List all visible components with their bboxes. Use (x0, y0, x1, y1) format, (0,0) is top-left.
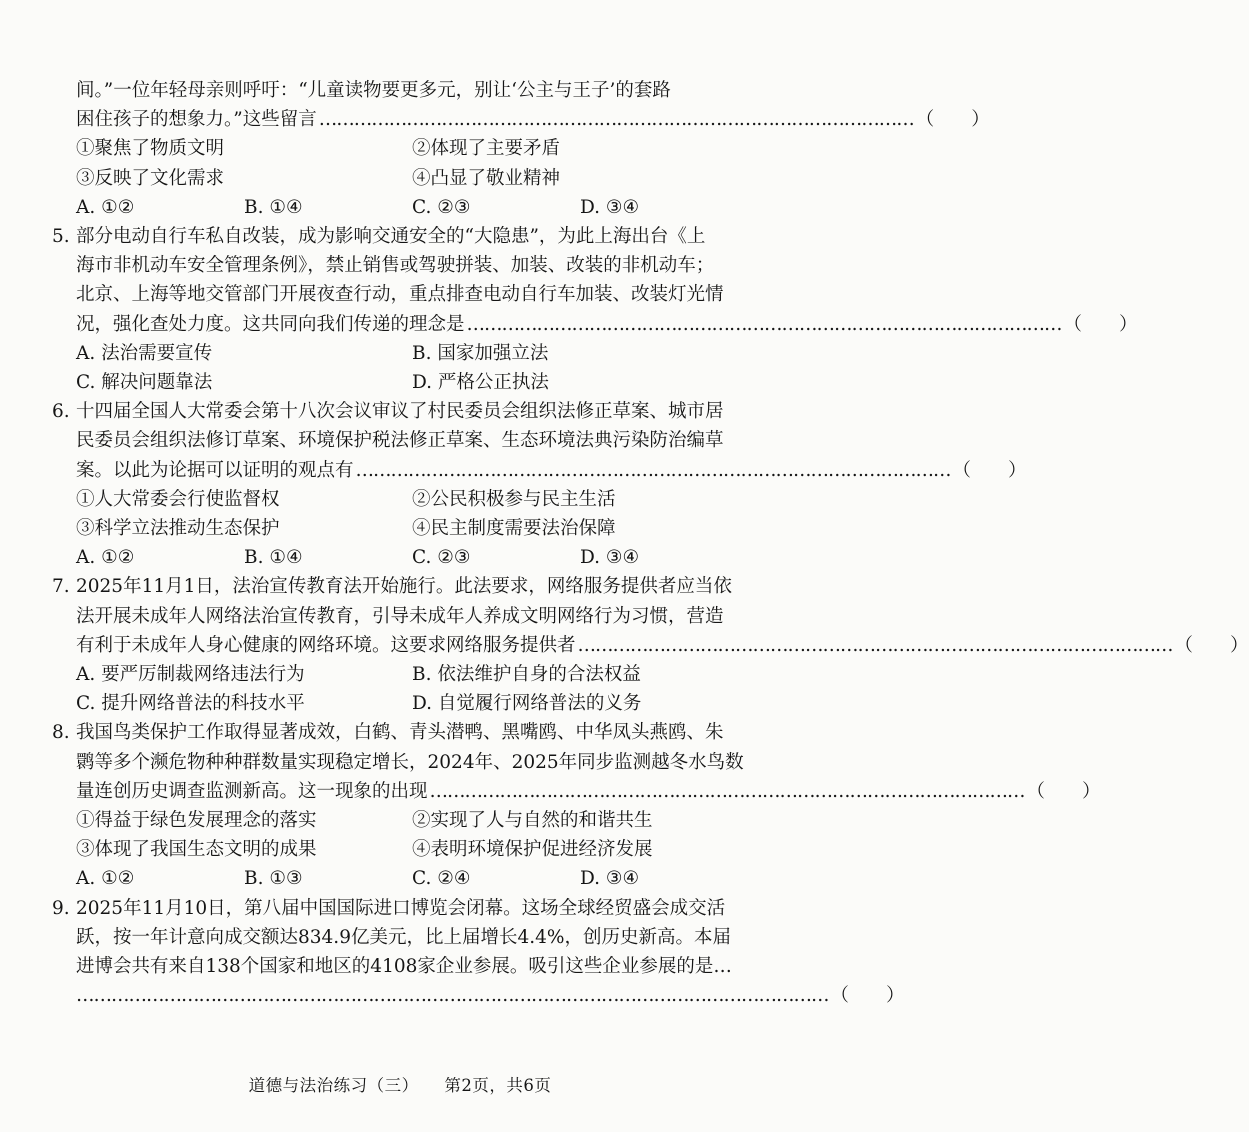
statement-item: ①人大常委会行使监督权 (76, 488, 280, 510)
choice-c[interactable]: C. 解决问题靠法 (76, 372, 213, 394)
answer-parentheses[interactable]: （ ） (830, 985, 905, 1007)
question-text-line: 民委员会组织法修订草案、环境保护税法修正草案、生态环境法典污染防治编草 (76, 430, 724, 452)
choice-d[interactable]: D. ③④ (580, 196, 640, 218)
statement-options (76, 514, 748, 543)
answer-parentheses[interactable]: （ ） (952, 459, 1027, 481)
choice-b[interactable]: B. 国家加强立法 (412, 342, 549, 364)
question-text-line: 海市非机动车安全管理条例》，禁止销售或驾驶拼装、加装、改装的非机动车； (76, 255, 715, 277)
statement-options (76, 164, 748, 193)
question-stem-end (76, 981, 905, 1010)
answer-choices (76, 193, 748, 222)
statement-item: ④民主制度需要法治保障 (412, 518, 616, 540)
page-footer (0, 1072, 800, 1096)
question-9 (52, 894, 905, 1011)
statement-item: ③科学立法推动生态保护 (76, 518, 280, 540)
choice-c[interactable]: C. 提升网络普法的科技水平 (76, 693, 305, 715)
question-5 (52, 222, 1138, 397)
statement-item: ②公民积极参与民主生活 (412, 488, 616, 510)
leader-dots: ………………………………………………………………………………………… (466, 313, 1062, 335)
statement-options (76, 806, 748, 835)
choice-d[interactable]: D. 严格公正执法 (412, 372, 549, 394)
choice-c[interactable]: C. ②④ (412, 868, 471, 890)
statement-item: ①得益于绿色发展理念的落实 (76, 810, 317, 832)
question-number: 6. (52, 401, 70, 423)
statement-options (76, 485, 748, 514)
question-text-line: 2025年11月10日，第八届中国国际进口博览会闭幕。这场全球经贸盛会成交活 (76, 897, 726, 919)
question-stem-end: 量连创历史调查监测新高。这一现象的出现 ………………………………………………………………………………………… （ ） (76, 777, 748, 806)
choice-a[interactable]: A. ①② (76, 547, 135, 569)
choice-a[interactable]: A. ①② (76, 868, 135, 890)
answer-parentheses[interactable]: （ ） (1174, 634, 1249, 656)
question-text-line: 跃，按一年计意向成交额达834.9亿美元，比上届增长4.4%，创历史新高。本届 (76, 926, 731, 948)
question-stem-end: 况，强化查处力度。这共同向我们传递的理念是 ………………………………………………………………………………………… （ ） (76, 310, 748, 339)
choice-a[interactable]: A. 要严厉制裁网络违法行为 (76, 664, 305, 686)
question-number: 8. (52, 722, 70, 744)
question-text-line: 法开展未成年人网络法治宣传教育，引导未成年人养成文明网络行为习惯，营造 (76, 605, 724, 627)
answer-choices (76, 543, 748, 572)
question-text-line: 部分电动自行车私自改装，成为影响交通安全的“大隐患”，为此上海出台《上 (76, 226, 706, 248)
statement-options (76, 835, 748, 864)
footer-page-number: 第2页，共6页 (444, 1076, 552, 1095)
question-text-line: 北京、上海等地交管部门开展夜查行动，重点排查电动自行车加装、改装灯光情 (76, 284, 724, 306)
answer-parentheses[interactable]: （ ） (1026, 780, 1101, 802)
choice-a[interactable]: A. ①② (76, 196, 135, 218)
choice-c[interactable]: C. ②③ (412, 196, 471, 218)
footer-subject: 道德与法治练习（三） (248, 1076, 419, 1095)
answer-choices (76, 864, 748, 893)
statement-item: ③反映了文化需求 (76, 167, 225, 189)
statement-item: ①聚焦了物质文明 (76, 138, 225, 160)
leader-dots: ………………………………………………………………………………………… (318, 109, 914, 131)
question-text-line: 进博会共有来自138个国家和地区的4108家企业参展。吸引这些企业参展的是… (76, 956, 732, 978)
answer-parentheses[interactable]: （ ） (915, 109, 990, 131)
question-8 (52, 718, 1101, 893)
statement-item: ④表明环境保护促进经济发展 (412, 839, 653, 861)
answer-choices (76, 368, 748, 397)
leader-dots: ………………………………………………………………………………………… (355, 459, 951, 481)
statement-item: ④凸显了敬业精神 (412, 167, 561, 189)
answer-parentheses[interactable]: （ ） (1063, 313, 1138, 335)
choice-d[interactable]: D. 自觉履行网络普法的义务 (412, 693, 642, 715)
statement-item: ②体现了主要矛盾 (412, 138, 561, 160)
choice-b[interactable]: B. 依法维护自身的合法权益 (412, 664, 641, 686)
statement-item: ②实现了人与自然的和谐共生 (412, 810, 653, 832)
answer-choices (76, 689, 748, 718)
leader-dots: ………………………………………………………………………………………… (577, 634, 1173, 656)
leader-dots: ………………………………………………………………………………………… (429, 780, 1025, 802)
question-number: 7. (52, 576, 70, 598)
question-text-line: 我国鸟类保护工作取得显著成效，白鹤、青头潜鸭、黑嘴鸥、中华凤头燕鸥、朱 (76, 722, 724, 744)
choice-b[interactable]: B. ①③ (244, 868, 303, 890)
choice-b[interactable]: B. ①④ (244, 196, 303, 218)
question-text-line: 2025年11月1日，法治宣传教育法开始施行。此法要求，网络服务提供者应当依 (76, 576, 732, 598)
question-text-line: 十四届全国人大常委会第十八次会议审议了村民委员会组织法修正草案、城市居 (76, 401, 724, 423)
question-number: 9. (52, 897, 70, 919)
question-6 (52, 397, 1027, 572)
question-4-continued (76, 76, 990, 222)
question-stem-end: 有利于未成年人身心健康的网络环境。这要求网络服务提供者 ………………………………………………………………………………………… （ ） (76, 631, 748, 660)
choice-d[interactable]: D. ③④ (580, 868, 640, 890)
question-7 (52, 572, 1249, 718)
question-stem-end: 案。以此为论据可以证明的观点有 ………………………………………………………………………………………… （ ） (76, 456, 748, 485)
question-text-line: 间。”一位年轻母亲则呼吁：“儿童读物要更多元，别让‘公主与王子’的套路 (76, 80, 671, 101)
choice-d[interactable]: D. ③④ (580, 547, 640, 569)
answer-choices (76, 660, 748, 689)
choice-a[interactable]: A. 法治需要宣传 (76, 342, 213, 364)
question-number: 5. (52, 226, 70, 248)
question-text-line: 鹮等多个濒危物种种群数量实现稳定增长，2024年、2025年同步监测越冬水鸟数 (76, 751, 744, 773)
question-stem-end: 困住孩子的想象力。”这些留言 ………………………………………………………………………………………… （ ） (76, 105, 748, 134)
answer-choices (76, 339, 748, 368)
statement-options (76, 134, 748, 163)
statement-item: ③体现了我国生态文明的成果 (76, 839, 317, 861)
choice-b[interactable]: B. ①④ (244, 547, 303, 569)
leader-dots: ………………………………………………………………………………………………………………… (76, 985, 829, 1007)
choice-c[interactable]: C. ②③ (412, 547, 471, 569)
